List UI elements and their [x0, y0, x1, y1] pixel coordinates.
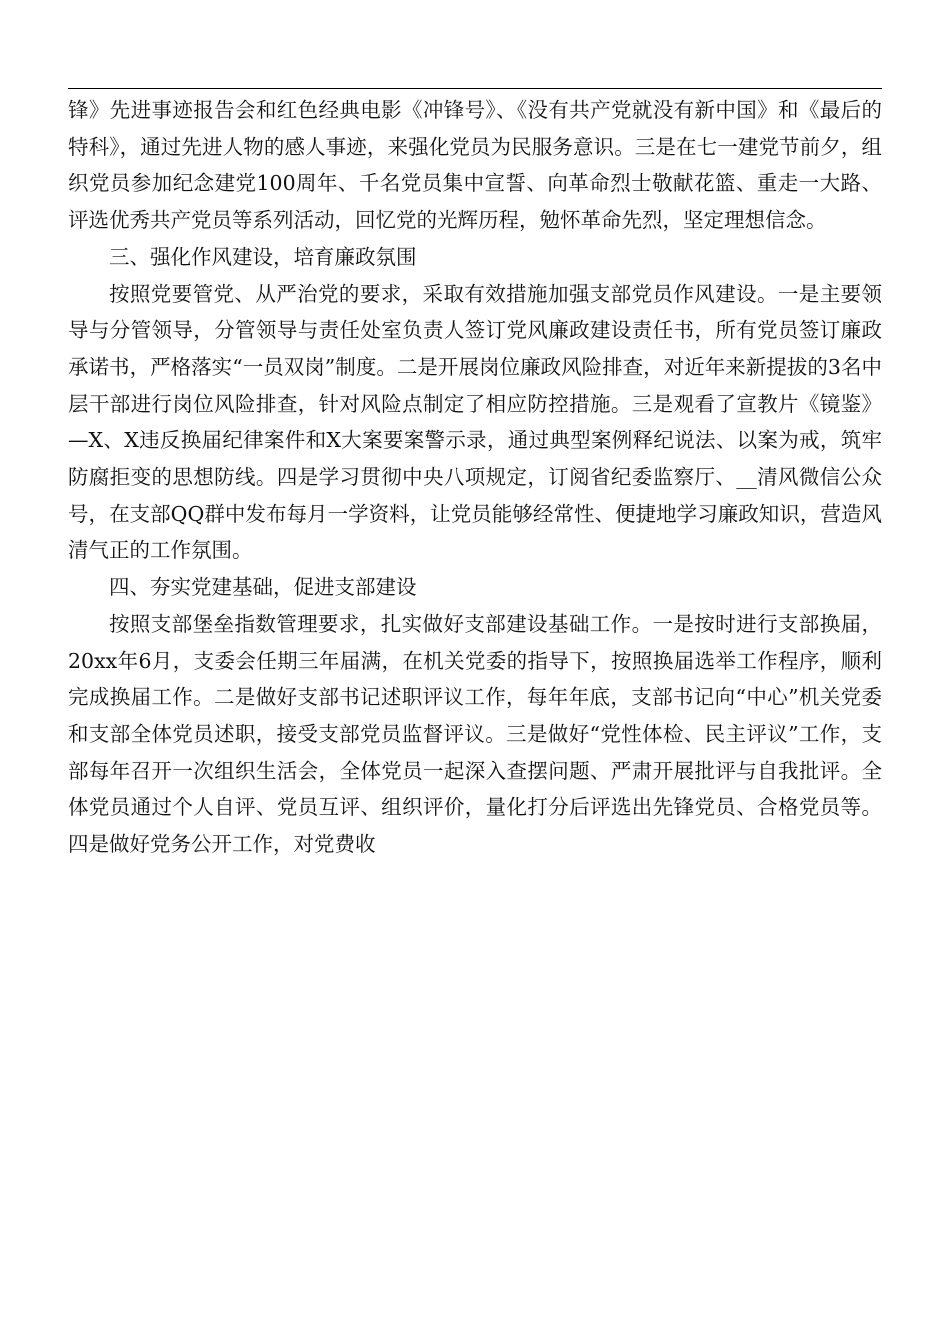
section-heading-3: 三、强化作风建设，培育廉政氛围	[109, 244, 417, 269]
paragraph-continuation: 锋》先进事迹报告会和红色经典电影《冲锋号》、《没有共产党就没有新中国》和《最后的特科》，通过先进人物的感人事迹，来强化党员为民服务意识。三是在七一建党节前夕，组织党员参加纪念建党100周年、千名党员集中宣誓、向革命烈士敬献花篮、重走一大路、评选优秀共产党员等系列活动，回忆党的光辉历程，勉怀革命先烈，坚定理想信念。	[68, 98, 882, 233]
paragraph-branch-building: 按照支部堡垒指数管理要求，扎实做好支部建设基础工作。一是按时进行支部换届，20xx年6月，支委会任期三年届满，在机关党委的指导下，按照换届选举工作程序，顺利完成换届工作。二是做好支部书记述职评议工作，每年年底，支部书记向“中心”机关党委和支部全体党员述职，接受支部党员监督评议。三是做好“党性体检、民主评议”工作，支部每年召开一次组织生活会，全体党员一起深入查摆问题、严肃开展批评与自我批评。全体党员通过个人自评、党员互评、组织评价，量化打分后评选出先锋党员、合格党员等。四是做好党务公开工作，对党费收	[68, 611, 882, 857]
paragraph-style-building: 按照党要管党、从严治党的要求，采取有效措施加强支部党员作风建设。一是主要领导与分管领导，分管领导与责任处室负责人签订党风廉政建设责任书，所有党员签订廉政承诺书，严格落实“一员双岗”制度。二是开展岗位廉政风险排查，对近年来新提拔的3名中层干部进行岗位风险排查，针对风险点制定了相应防控措施。三是观看了宣教片《镜鉴》—X、X违反换届纪律案件和X大案要案警示录，通过典型案例释纪说法、以案为戒，筑牢防腐拒变的思想防线。四是学习贯彻中央八项规定，订阅省纪委监察厅、__清风微信公众号，在支部QQ群中发布每月一学资料，让党员能够经常性、便捷地学习廉政知识，营造风清气正的工作氛围。	[68, 281, 882, 563]
document-body	[68, 92, 882, 863]
header-rule	[68, 88, 882, 89]
section-heading-4: 四、夯实党建基础，促进支部建设	[109, 575, 417, 600]
